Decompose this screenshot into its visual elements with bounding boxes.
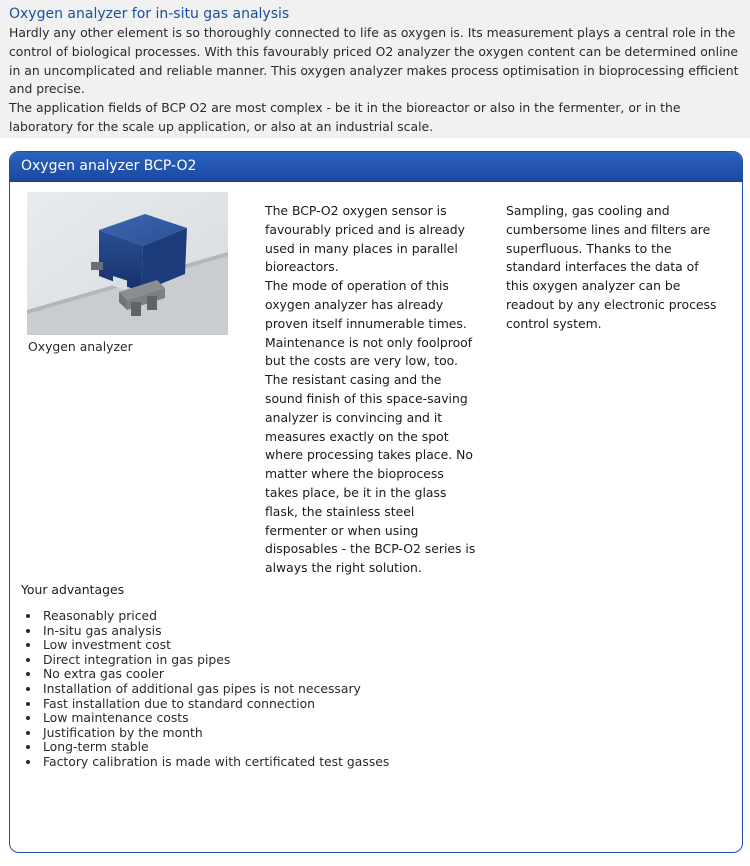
- product-panel: [9, 151, 743, 853]
- list-item: • Reasonably priced: [41, 609, 389, 624]
- panel-title: Oxygen analyzer BCP-O2: [10, 152, 742, 182]
- product-figure: [27, 192, 229, 354]
- list-item: • Factory calibration is made with certificated test gasses: [41, 755, 389, 770]
- description-text-1: The BCP-O2 oxygen sensor is favourably priced and is already used in many places in parallel bioreactors. The mode of operation of this oxygen analyzer has already proven itself innumerable times. Maintenance is not only foolproof but the costs are very low, too. The resistant casing and the sound finish of this space-saving analyzer is convincing and it measures exactly on the spot where processing takes place. No matter where the bioprocess takes place, be it in the glass flask, the stainless steel fermenter or when using disposables - the BCP-O2 series is always the right solution.: [265, 203, 476, 576]
- image-caption: Oxygen analyzer: [28, 339, 133, 354]
- list-item: • Fast installation due to standard connection: [41, 697, 389, 712]
- list-item: • Justification by the month: [41, 726, 389, 741]
- list-item: • Long-term stable: [41, 740, 389, 755]
- list-item: • Low investment cost: [41, 638, 389, 653]
- intro-text: [9, 24, 739, 137]
- description-text-2: Sampling, gas cooling and cumbersome lines and filters are superfluous. Thanks to the standard interfaces the data of this oxygen analyzer can be readout by any electronic process control system.: [506, 203, 717, 331]
- list-item: • No extra gas cooler: [41, 667, 389, 682]
- list-item: • Installation of additional gas pipes is not necessary: [41, 682, 389, 697]
- list-item: • Direct integration in gas pipes: [41, 653, 389, 668]
- intro-paragraph-2: The application fields of BCP O2 are most complex - be it in the bioreactor or also in the fermenter, or in the laboratory for the scale up application, or also at an industrial scale.: [9, 100, 681, 134]
- advantages-list: [23, 609, 389, 770]
- list-item: • Low maintenance costs: [41, 711, 389, 726]
- intro-title: Oxygen analyzer for in-situ gas analysis: [9, 6, 290, 22]
- description-column-1: [265, 202, 477, 578]
- intro-section: [0, 0, 750, 138]
- advantages-heading: Your advantages: [21, 582, 125, 597]
- oxygen-analyzer-image: [27, 192, 228, 335]
- description-column-2: [506, 202, 721, 334]
- list-item: • In-situ gas analysis: [41, 624, 389, 639]
- intro-paragraph-1: Hardly any other element is so thoroughly connected to life as oxygen is. Its measurement plays a central role in the control of biological processes. With this favourably priced O2 analyzer the oxygen content can be determined online in an uncomplicated and reliable manner. This oxygen analyzer makes process optimisation in bioprocessing efficient and precise.: [9, 25, 739, 97]
